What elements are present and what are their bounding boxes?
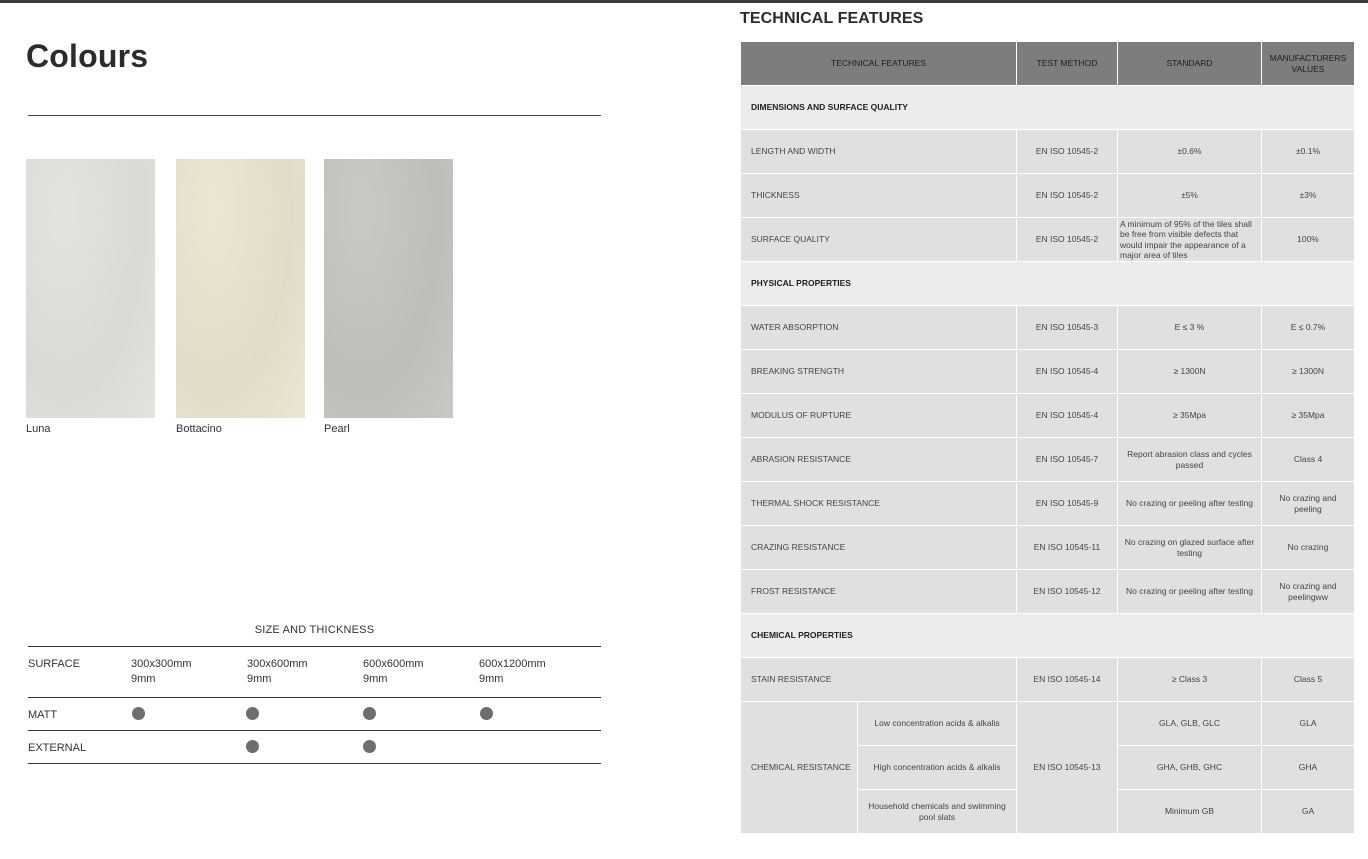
technical-features-title: TECHNICAL FEATURES xyxy=(740,10,924,27)
section-title: PHYSICAL PROPERTIES xyxy=(741,262,1355,306)
size-label: 300x600mm xyxy=(247,658,308,670)
subfeature-cell: High concentration acids & alkalis xyxy=(858,746,1017,790)
swatch-label-bottacino: Bottacino xyxy=(176,423,222,435)
section-row-physical xyxy=(741,262,1355,306)
feature-cell: MODULUS OF RUPTURE xyxy=(741,394,1017,438)
row-label-matt: MATT xyxy=(28,709,58,721)
size-header-row xyxy=(28,646,601,697)
feature-cell: CRAZING RESISTANCE xyxy=(741,526,1017,570)
size-label: 300x300mm xyxy=(131,658,192,670)
table-row xyxy=(741,394,1355,438)
colours-title: Colours xyxy=(26,38,149,74)
size-label: 600x1200mm xyxy=(479,658,546,670)
swatch-label-luna: Luna xyxy=(26,423,51,435)
method-cell: EN ISO 10545-11 xyxy=(1017,526,1118,570)
standard-cell: Report abrasion class and cycles passed xyxy=(1118,438,1262,482)
feature-cell: BREAKING STRENGTH xyxy=(741,350,1017,394)
header-standard: STANDARD xyxy=(1118,42,1262,86)
availability-dot xyxy=(132,707,145,720)
method-cell: EN ISO 10545-2 xyxy=(1017,218,1118,262)
value-cell: GA xyxy=(1262,790,1355,834)
size-header-300x300 xyxy=(131,657,192,687)
feature-cell: WATER ABSORPTION xyxy=(741,306,1017,350)
method-cell: EN ISO 10545-13 xyxy=(1017,702,1118,834)
size-header-600x1200 xyxy=(479,657,546,687)
section-row-dimensions xyxy=(741,86,1355,130)
header-technical-features: TECHNICAL FEATURES xyxy=(741,42,1017,86)
method-cell: EN ISO 10545-2 xyxy=(1017,130,1118,174)
standard-cell: GLA, GLB, GLC xyxy=(1118,702,1262,746)
value-cell: Class 4 xyxy=(1262,438,1355,482)
value-cell: E ≤ 0.7% xyxy=(1262,306,1355,350)
section-title: CHEMICAL PROPERTIES xyxy=(741,614,1355,658)
table-row xyxy=(741,174,1355,218)
swatch-luna xyxy=(26,159,155,418)
value-cell: GHA xyxy=(1262,746,1355,790)
value-cell: ≥ 1300N xyxy=(1262,350,1355,394)
standard-cell: ±5% xyxy=(1118,174,1262,218)
colours-page xyxy=(0,0,640,859)
table-row xyxy=(741,526,1355,570)
value-cell: No crazing xyxy=(1262,526,1355,570)
value-cell: No crazing and peelingww xyxy=(1262,570,1355,614)
feature-cell: SURFACE QUALITY xyxy=(741,218,1017,262)
method-cell: EN ISO 10545-14 xyxy=(1017,658,1118,702)
header-test-method: TEST METHOD xyxy=(1017,42,1118,86)
size-thickness-title: SIZE AND THICKNESS xyxy=(254,624,375,636)
table-row xyxy=(741,438,1355,482)
header-manufacturers-values: MANUFACTURERS VALUES xyxy=(1262,42,1355,86)
standard-cell: A minimum of 95% of the tiles shall be free from visible defects that would impair the appearance of a major area of tiles xyxy=(1118,218,1262,262)
method-cell: EN ISO 10545-3 xyxy=(1017,306,1118,350)
table-row xyxy=(741,130,1355,174)
value-cell: Class 5 xyxy=(1262,658,1355,702)
section-title: DIMENSIONS AND SURFACE QUALITY xyxy=(741,86,1355,130)
table-row xyxy=(741,350,1355,394)
value-cell: ±3% xyxy=(1262,174,1355,218)
swatch-bottacino xyxy=(176,159,305,418)
swatch-label-pearl: Pearl xyxy=(324,423,350,435)
subfeature-cell: Low concentration acids & alkalis xyxy=(858,702,1017,746)
standard-cell: No crazing or peeling after testing xyxy=(1118,570,1262,614)
standard-cell: GHA, GHB, GHC xyxy=(1118,746,1262,790)
table-header-row xyxy=(741,42,1355,86)
value-cell: ≥ 35Mpa xyxy=(1262,394,1355,438)
method-cell: EN ISO 10545-7 xyxy=(1017,438,1118,482)
size-row-matt xyxy=(28,697,601,730)
thickness-label: 9mm xyxy=(479,673,504,685)
availability-dot xyxy=(246,707,259,720)
method-cell: EN ISO 10545-4 xyxy=(1017,394,1118,438)
size-label: 600x600mm xyxy=(363,658,424,670)
size-row-external xyxy=(28,730,601,764)
method-cell: EN ISO 10545-4 xyxy=(1017,350,1118,394)
table-row xyxy=(741,570,1355,614)
thickness-label: 9mm xyxy=(363,673,388,685)
table-row xyxy=(741,702,1355,746)
feature-cell: ABRASION RESISTANCE xyxy=(741,438,1017,482)
availability-dot xyxy=(363,740,376,753)
availability-dot xyxy=(480,707,493,720)
value-cell: GLA xyxy=(1262,702,1355,746)
method-cell: EN ISO 10545-12 xyxy=(1017,570,1118,614)
row-label-external: EXTERNAL xyxy=(28,742,87,754)
value-cell: No crazing and peeling xyxy=(1262,482,1355,526)
feature-cell: THICKNESS xyxy=(741,174,1017,218)
surface-header: SURFACE xyxy=(28,658,80,670)
table-row xyxy=(741,482,1355,526)
technical-features-table xyxy=(740,41,1355,834)
availability-dot xyxy=(246,740,259,753)
thickness-label: 9mm xyxy=(247,673,272,685)
standard-cell: No crazing or peeling after testing xyxy=(1118,482,1262,526)
table-row xyxy=(741,218,1355,262)
method-cell: EN ISO 10545-2 xyxy=(1017,174,1118,218)
standard-cell: ±0.6% xyxy=(1118,130,1262,174)
feature-cell: LENGTH AND WIDTH xyxy=(741,130,1017,174)
standard-cell: ≥ Class 3 xyxy=(1118,658,1262,702)
method-cell: EN ISO 10545-9 xyxy=(1017,482,1118,526)
size-header-600x600 xyxy=(363,657,424,687)
swatch-pearl xyxy=(324,159,453,418)
standard-cell: Minimum GB xyxy=(1118,790,1262,834)
standard-cell: E ≤ 3 % xyxy=(1118,306,1262,350)
feature-cell: FROST RESISTANCE xyxy=(741,570,1017,614)
standard-cell: No crazing on glazed surface after testing xyxy=(1118,526,1262,570)
title-divider xyxy=(28,115,601,116)
standard-cell: ≥ 35Mpa xyxy=(1118,394,1262,438)
feature-cell: THERMAL SHOCK RESISTANCE xyxy=(741,482,1017,526)
table-row xyxy=(741,658,1355,702)
feature-cell: STAIN RESISTANCE xyxy=(741,658,1017,702)
standard-cell: ≥ 1300N xyxy=(1118,350,1262,394)
feature-cell-chemical-resistance: CHEMICAL RESISTANCE xyxy=(741,702,858,834)
table-row xyxy=(741,306,1355,350)
value-cell: 100% xyxy=(1262,218,1355,262)
size-header-300x600 xyxy=(247,657,308,687)
availability-dot xyxy=(363,707,376,720)
value-cell: ±0.1% xyxy=(1262,130,1355,174)
subfeature-cell: Household chemicals and swimming pool slats xyxy=(858,790,1017,834)
size-thickness-table xyxy=(28,646,601,764)
thickness-label: 9mm xyxy=(131,673,156,685)
section-row-chemical xyxy=(741,614,1355,658)
